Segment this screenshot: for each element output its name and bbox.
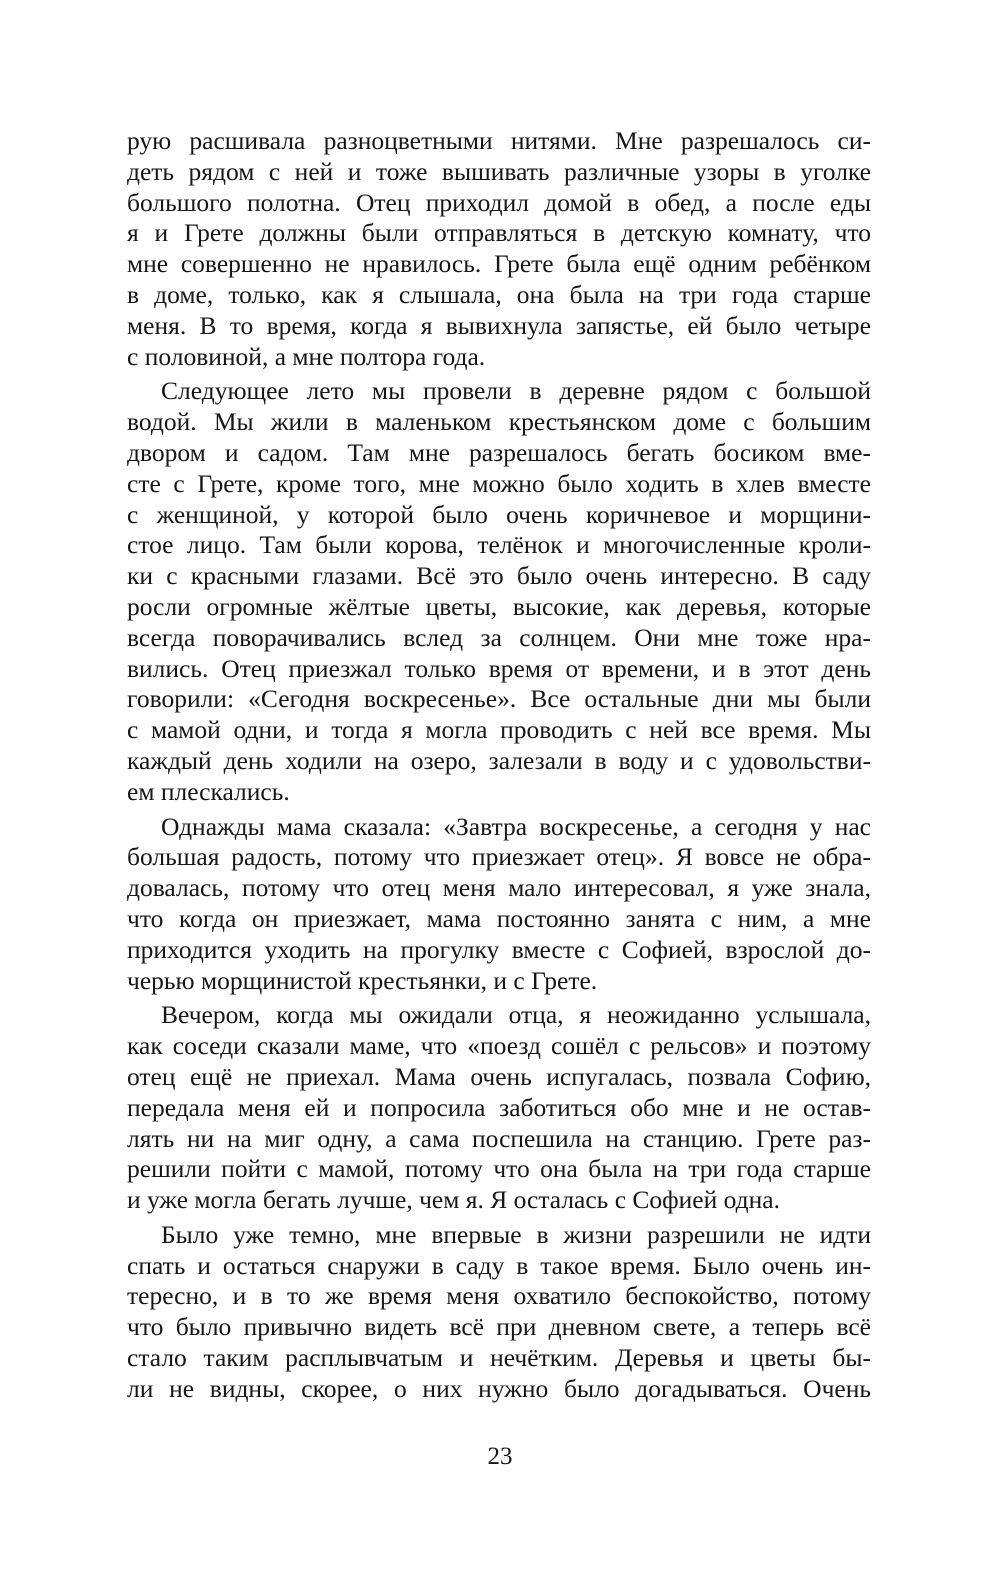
- text-line: спать и остаться снаружи в саду в такое время. Было очень ин-: [127, 1250, 871, 1280]
- text-line: довалась, потому что отец меня мало интересовал, я уже знала,: [127, 873, 871, 903]
- text-line: приходится уходить на прогулку вместе с Софией, взрослой до-: [127, 934, 871, 964]
- text-line: передала меня ей и попросила заботиться обо мне и не остав-: [127, 1092, 871, 1122]
- text-line: лять ни на миг одну, а сама поспешила на станцию. Грете раз-: [127, 1123, 871, 1153]
- text-line: черью морщинистой крестьянки, и с Грете.: [127, 965, 598, 995]
- text-line: ли не видны, скорее, о них нужно было догадываться. Очень: [127, 1373, 871, 1403]
- text-line: тересно, и в то же время меня охватило беспокойство, потому: [127, 1281, 871, 1311]
- paragraph-2: [127, 376, 871, 807]
- page-number: 23: [487, 1443, 513, 1470]
- paragraph-3: [127, 812, 871, 997]
- text-line: и уже могла бегать лучше, чем я. Я осталась с Софией одна.: [127, 1185, 780, 1215]
- text-line: деть рядом с ней и тоже вышивать различные узоры в уголке: [127, 156, 871, 186]
- text-line: отец ещё не приехал. Мама очень испугалась, позвала Софию,: [127, 1061, 871, 1091]
- text-line: росли огромные жёлтые цветы, высокие, как деревья, которые: [127, 591, 871, 621]
- text-line: что когда он приезжает, мама постоянно занята с ним, а мне: [127, 903, 871, 933]
- text-line: как соседи сказали маме, что «поезд сошёл с рельсов» и поэтому: [127, 1031, 871, 1061]
- paragraph-5: [127, 1220, 871, 1405]
- text-line: я и Грете должны были отправляться в детскую комнату, что: [127, 218, 871, 248]
- text-line: сте с Грете, кроме того, мне можно было ходить в хлев вместе: [127, 468, 871, 498]
- text-line: вились. Отец приезжал только время от времени, и в этот день: [127, 653, 871, 683]
- text-line: Следующее лето мы провели в деревне рядом с большой: [161, 376, 871, 406]
- text-line: с женщиной, у которой было очень коричневое и морщини-: [127, 499, 871, 529]
- text-line: Было уже темно, мне впервые в жизни разрешили не идти: [161, 1219, 871, 1249]
- text-line: стое лицо. Там были корова, телёнок и многочисленные кроли-: [127, 530, 871, 560]
- text-line: Однажды мама сказала: «Завтра воскресенье, а сегодня у нас: [161, 811, 871, 841]
- text-line: водой. Мы жили в маленьком крестьянском доме с большим: [127, 407, 871, 437]
- text-line: с половиной, а мне полтора года.: [127, 341, 486, 371]
- body-text: [127, 126, 871, 1409]
- text-line: говорили: «Сегодня воскресенье». Все остальные дни мы были: [127, 684, 871, 714]
- text-line: ки с красными глазами. Всё это было очень интересно. В саду: [127, 561, 871, 591]
- text-line: в доме, только, как я слышала, она была на три года старше: [127, 279, 871, 309]
- text-line: большого полотна. Отец приходил домой в обед, а после еды: [127, 187, 871, 217]
- paragraph-1: [127, 126, 871, 372]
- text-line: с мамой одни, и тогда я могла проводить с ней все время. Мы: [127, 715, 871, 745]
- text-line: ем плескались.: [127, 776, 290, 806]
- text-line: решили пойти с мамой, потому что она была на три года старше: [127, 1154, 871, 1184]
- text-line: Вечером, когда мы ожидали отца, я неожиданно услышала,: [161, 1000, 871, 1030]
- text-line: каждый день ходили на озеро, залезали в воду и с удовольстви-: [127, 745, 871, 775]
- text-line: стало таким расплывчатым и нечётким. Деревья и цветы бы-: [127, 1343, 871, 1373]
- text-line: что было привычно видеть всё при дневном свете, а теперь всё: [127, 1312, 871, 1342]
- text-line: рую расшивала разноцветными нитями. Мне разрешалось си-: [127, 126, 871, 155]
- text-line: меня. В то время, когда я вывихнула запястье, ей было четыре: [127, 310, 871, 340]
- text-line: большая радость, потому что приезжает отец». Я вовсе не обра-: [127, 842, 871, 872]
- text-line: всегда поворачивались вслед за солнцем. Они мне тоже нра-: [127, 622, 871, 652]
- text-line: двором и садом. Там мне разрешалось бегать босиком вме-: [127, 437, 871, 467]
- paragraph-4: [127, 1000, 871, 1216]
- text-line: мне совершенно не нравилось. Грете была ещё одним ребёнком: [127, 249, 871, 279]
